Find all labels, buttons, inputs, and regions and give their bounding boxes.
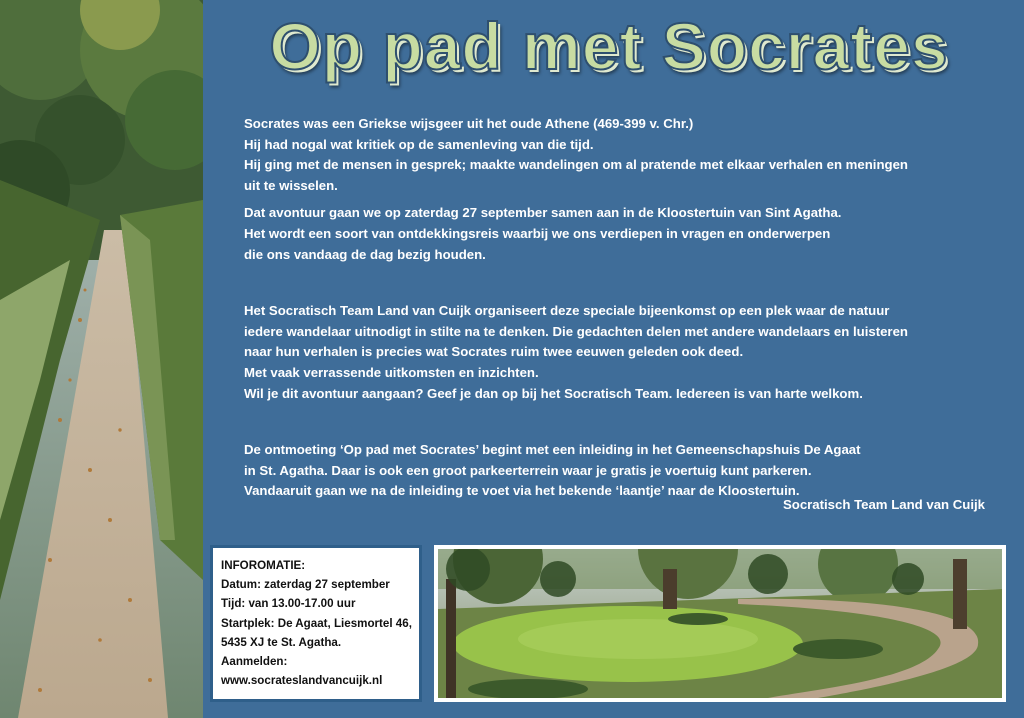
team-line: iedere wandelaar uitnodigt in stilte na te denken. Die gedachten delen met andere wandelaars en luisteren	[244, 323, 908, 339]
adventure-line: die ons vandaag de dag bezig houden.	[244, 246, 486, 262]
team-line: Met vaak verrassende uitkomsten en inzichten.	[244, 364, 539, 380]
meeting-line: Vandaaruit gaan we na de inleiding te voet via het bekende ‘laantje’ naar de Kloostertuin.	[244, 483, 800, 499]
intro-line: uit te wisselen.	[244, 177, 338, 193]
body-text	[244, 114, 994, 502]
team-line: naar hun verhalen is precies wat Socrates ruim twee eeuwen geleden ook deed.	[244, 344, 744, 360]
pond-photo-frame	[434, 545, 1006, 702]
page-title: Op pad met Socrates	[269, 9, 949, 83]
info-website-link[interactable]: www.socrateslandvancuijk.nl	[221, 674, 383, 688]
pond-photo	[438, 549, 1002, 698]
info-date: Datum: zaterdag 27 september	[221, 578, 390, 592]
adventure-line: Dat avontuur gaan we op zaterdag 27 september samen aan in de Kloostertuin van Sint Agatha.	[244, 205, 842, 221]
team-line: Wil je dit avontuur aangaan? Geef je dan op bij het Socratisch Team. Iedereen is van harte welkom.	[244, 385, 863, 401]
garden-path-photo	[0, 0, 203, 718]
adventure-line: Het wordt een soort van ontdekkingsreis waarbij we ons verdiepen in vragen en onderwerpen	[244, 225, 831, 241]
content-panel	[203, 0, 1024, 718]
meeting-line: in St. Agatha. Daar is ook een groot parkeerterrein waar je gratis je voertuig kunt parkeren.	[244, 462, 812, 478]
info-time: Tijd: van 13.00-17.00 uur	[221, 597, 356, 611]
intro-line: Hij had nogal wat kritiek op de samenleving van die tijd.	[244, 136, 594, 152]
info-heading: INFOROMATIE:	[221, 559, 306, 572]
team-line: Het Socratisch Team Land van Cuijk organiseert deze speciale bijeenkomst op een plek waar de natuur	[244, 303, 890, 319]
info-register: Aanmelden:	[221, 655, 288, 669]
signature: Socratisch Team Land van Cuijk	[782, 497, 985, 512]
info-box	[210, 545, 422, 702]
info-start-postcode: 5435 XJ te St. Agatha.	[221, 635, 342, 649]
meeting-line: De ontmoeting ‘Op pad met Socrates’ begint met een inleiding in het Gemeenschapshuis De Agaat	[244, 442, 861, 458]
intro-line: Socrates was een Griekse wijsgeer uit het oude Athene (469-399 v. Chr.)	[244, 116, 694, 131]
intro-line: Hij ging met de mensen in gesprek; maakte wandelingen om al pratende met elkaar verhalen en meningen	[244, 157, 908, 173]
info-start-address: Startplek: De Agaat, Liesmortel 46,	[221, 616, 412, 630]
